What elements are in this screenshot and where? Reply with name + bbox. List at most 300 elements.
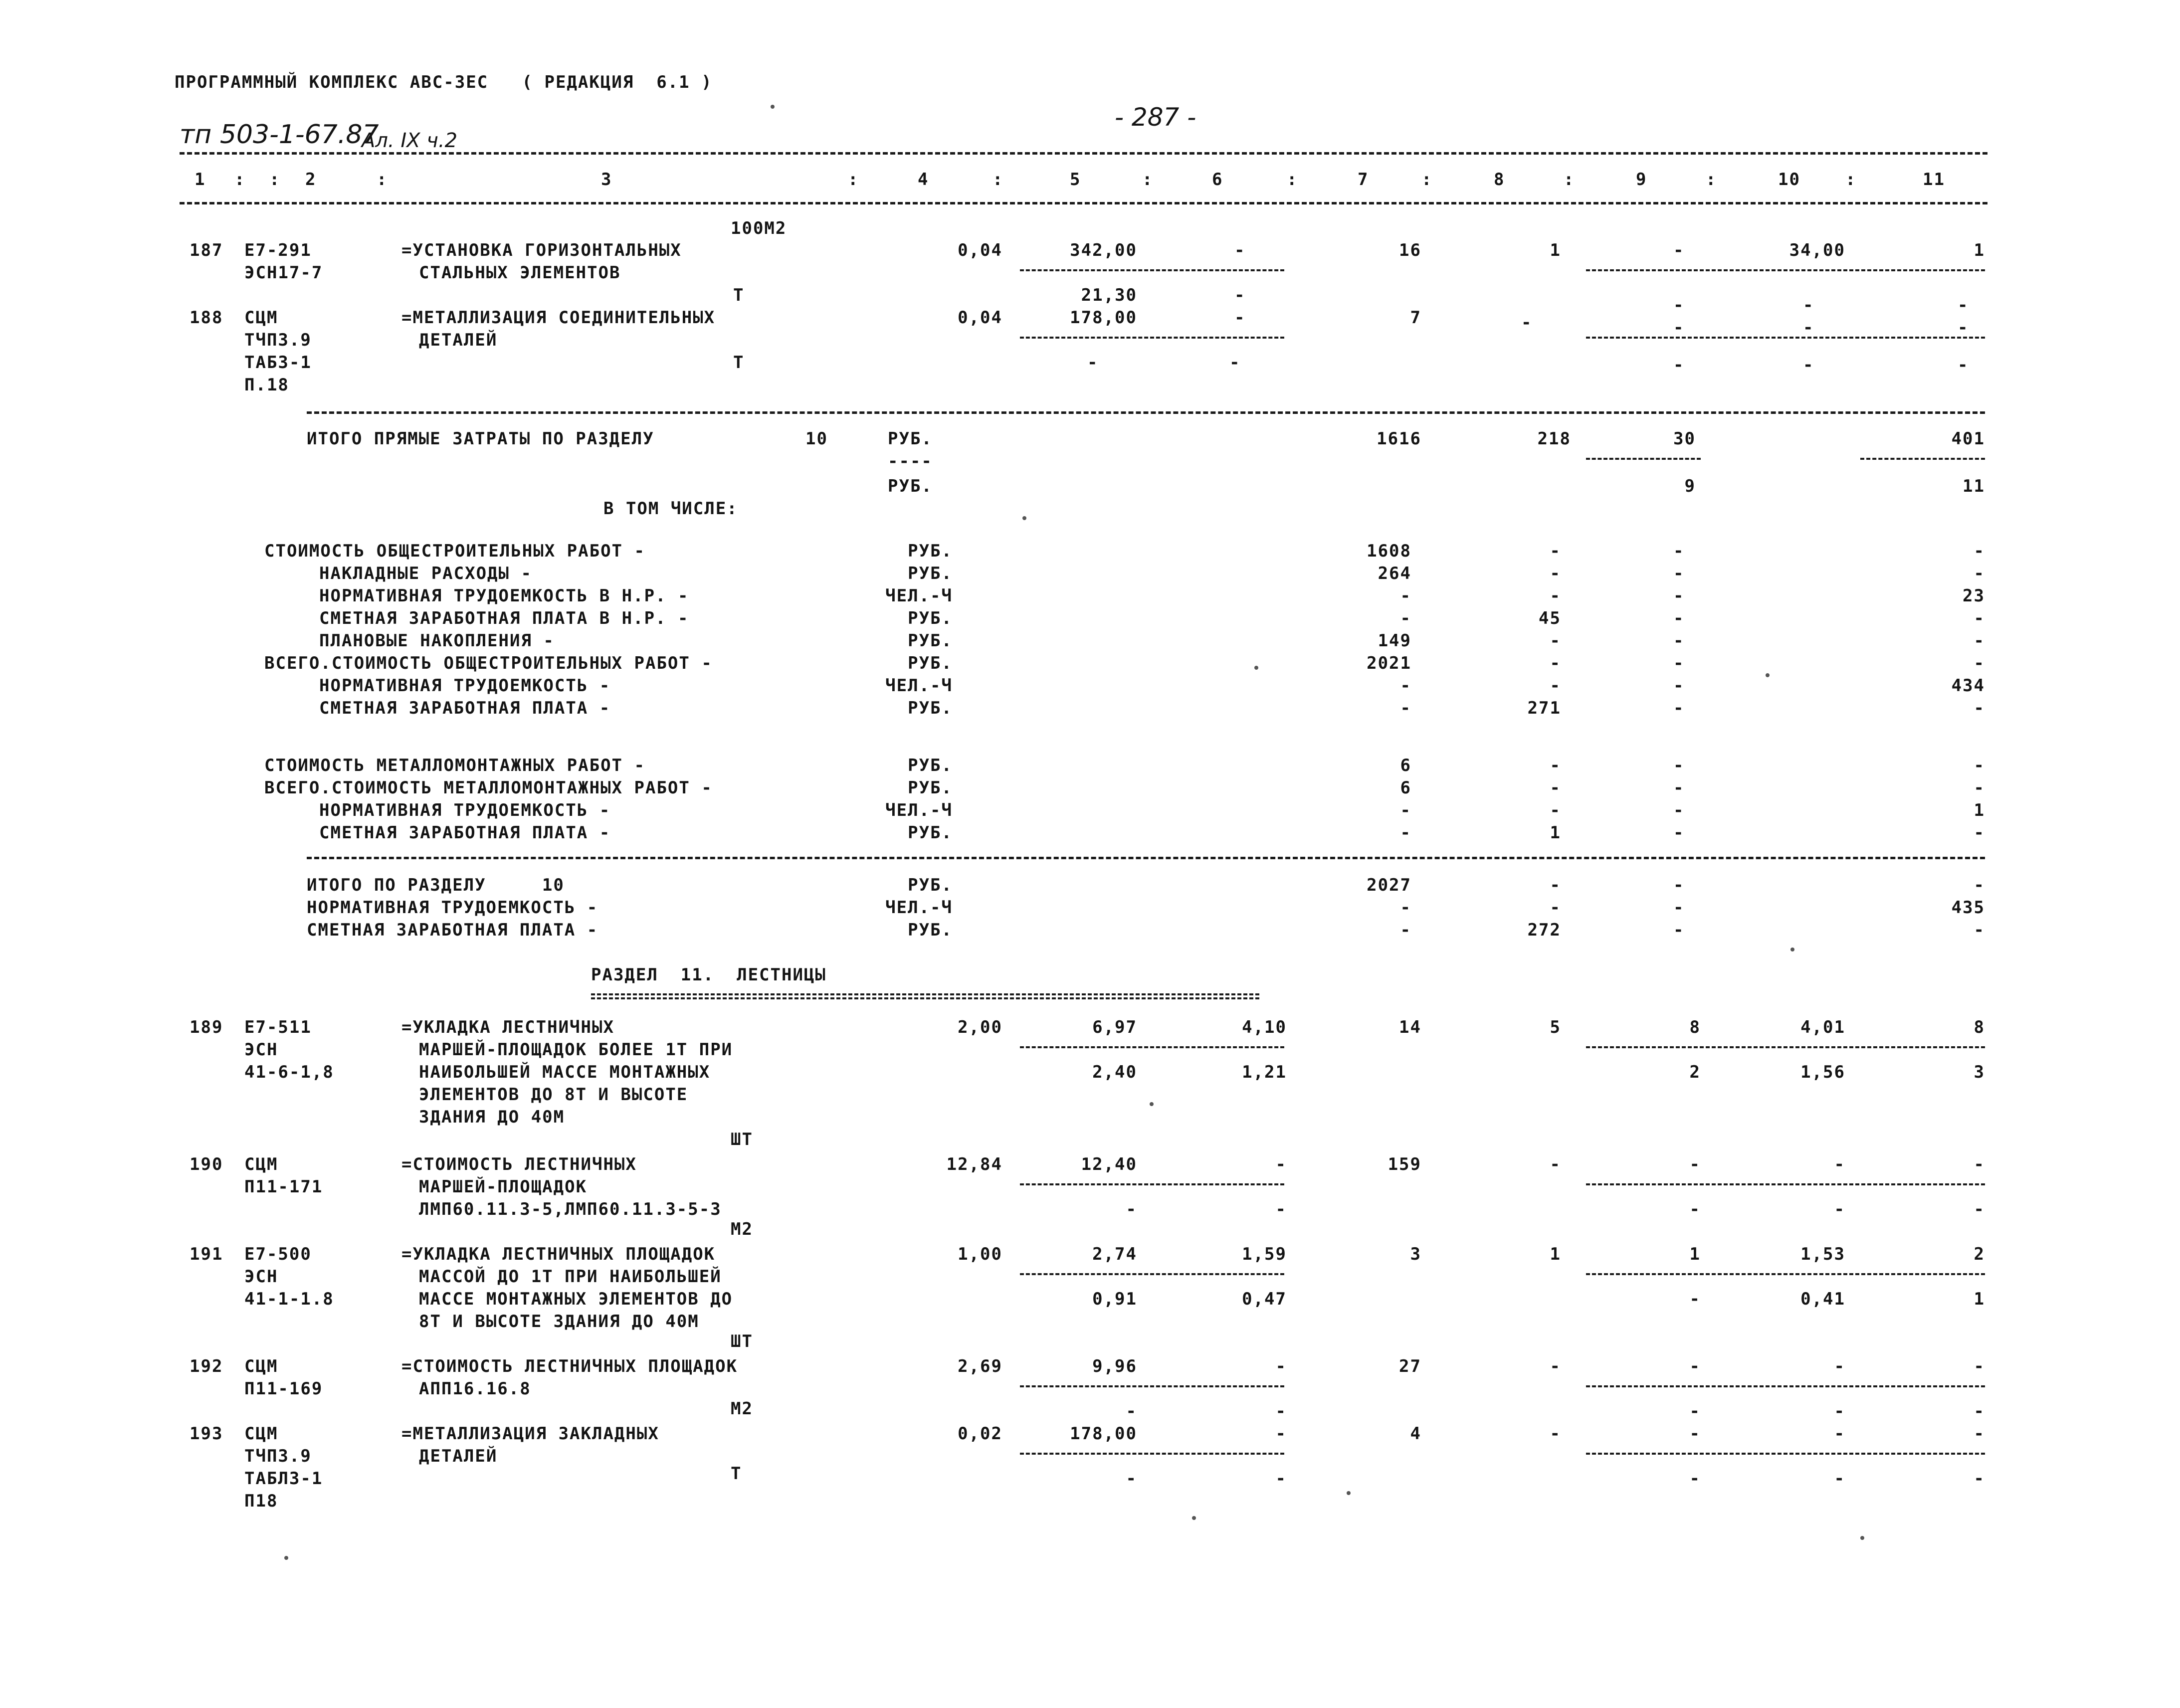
- unit-label: РУБ.: [908, 653, 953, 673]
- unit-label: 100М2: [731, 218, 787, 238]
- cell-col7: 14: [1399, 1017, 1421, 1037]
- cell-col7: 6: [1400, 756, 1411, 775]
- scan-speck: [1192, 1516, 1196, 1520]
- summary-label: НОРМАТИВНАЯ ТРУДОЕМКОСТЬ -: [307, 898, 598, 918]
- cell-col11: 1: [1974, 240, 1985, 260]
- work-description: =МЕТАЛЛИЗАЦИЯ ЗАКЛАДНЫХ: [401, 1424, 659, 1444]
- col-sep: :: [377, 170, 388, 190]
- col-header-2: 2: [305, 170, 317, 190]
- cell-col11: -: [1974, 608, 1985, 628]
- norm-code: ЭСН: [244, 1040, 278, 1060]
- cell-col5: 2,40: [1092, 1062, 1137, 1082]
- cell-col11: -: [1974, 541, 1985, 561]
- cell-col9: 8: [1689, 1017, 1701, 1037]
- cell-col6: -: [1275, 1199, 1287, 1219]
- scan-speck: [1860, 1536, 1864, 1540]
- work-description: =УКЛАДКА ЛЕСТНИЧНЫХ: [401, 1017, 614, 1037]
- norm-code: 41-6-1,8: [244, 1062, 334, 1082]
- unit-label: ----: [888, 451, 933, 471]
- norm-code: СЦМ: [244, 1356, 278, 1376]
- cell-col6: -: [1229, 353, 1241, 373]
- scan-speck: [1150, 1102, 1154, 1106]
- summary-label: ВСЕГО.СТОИМОСТЬ ОБЩЕСТРОИТЕЛЬНЫХ РАБОТ -: [264, 653, 713, 673]
- cell-col4: 0,04: [958, 308, 1002, 328]
- cell-col10: -: [1803, 295, 1814, 315]
- norm-code: П11-171: [244, 1177, 323, 1197]
- work-description: МАССЕ МОНТАЖНЫХ ЭЛЕМЕНТОВ ДО: [419, 1289, 733, 1309]
- norm-code: ЭСН17-7: [244, 263, 323, 283]
- subrule: [1586, 1385, 1985, 1387]
- cell-col6: -: [1234, 240, 1246, 260]
- cell-col8: 218: [1537, 429, 1571, 449]
- cell-col9: -: [1689, 1154, 1701, 1174]
- cell-col10: -: [1834, 1401, 1845, 1421]
- norm-code: П11-169: [244, 1379, 323, 1399]
- cell-col8: -: [1550, 898, 1561, 918]
- unit-label: РУБ.: [908, 608, 953, 628]
- cell-col11: -: [1974, 631, 1985, 651]
- norm-code: П.18: [244, 375, 289, 395]
- cell-col9: 1: [1689, 1244, 1701, 1264]
- col-header-1: 1: [195, 170, 206, 190]
- cell-col6: -: [1234, 308, 1246, 328]
- unit-label: РУБ.: [908, 631, 953, 651]
- summary-label: НОРМАТИВНАЯ ТРУДОЕМКОСТЬ В Н.Р. -: [319, 586, 689, 606]
- cell-col6: 1,59: [1242, 1244, 1287, 1264]
- row-number: 189: [190, 1017, 223, 1037]
- col-header-6: 6: [1212, 170, 1223, 190]
- norm-code: ЭСН: [244, 1267, 278, 1287]
- cell-col10: -: [1803, 318, 1814, 338]
- cell-col8: -: [1550, 564, 1561, 583]
- subrule: [1860, 458, 1985, 460]
- cell-col7: -: [1400, 920, 1411, 940]
- work-description: МАРШЕЙ-ПЛОЩАДОК: [419, 1177, 588, 1197]
- cell-col11: -: [1974, 1356, 1985, 1376]
- unit-label: М2: [731, 1399, 753, 1419]
- work-description: АПП16.16.8: [419, 1379, 531, 1399]
- cell-col7: -: [1400, 676, 1411, 696]
- cell-col7: 6: [1400, 778, 1411, 798]
- cell-col8: -: [1550, 1424, 1561, 1444]
- row-number: 187: [190, 240, 223, 260]
- cell-col7: 1616: [1377, 429, 1421, 449]
- col-sep: :: [1706, 170, 1717, 190]
- unit-label: ЧЕЛ.-Ч: [885, 898, 953, 918]
- cell-col9: -: [1673, 240, 1685, 260]
- col-sep: :: [992, 170, 1004, 190]
- row-number: 190: [190, 1154, 223, 1174]
- work-description: =УСТАНОВКА ГОРИЗОНТАЛЬНЫХ: [401, 240, 682, 260]
- section-title: РАЗДЕЛ 11. ЛЕСТНИЦЫ: [591, 965, 826, 985]
- cell-col10: 4,01: [1800, 1017, 1845, 1037]
- subheading: В ТОМ ЧИСЛЕ:: [603, 499, 738, 519]
- unit-label: РУБ.: [888, 476, 933, 496]
- cell-col5: -: [1126, 1199, 1137, 1219]
- col-header-11: 11: [1923, 170, 1945, 190]
- cell-col7: 2027: [1367, 875, 1411, 895]
- row-number: 191: [190, 1244, 223, 1264]
- cell-col11: 3: [1974, 1062, 1985, 1082]
- unit-label: РУБ.: [908, 920, 953, 940]
- cell-col4: 0,04: [958, 240, 1002, 260]
- cell-col6: -: [1275, 1424, 1287, 1444]
- norm-code: 41-1-1.8: [244, 1289, 334, 1309]
- cell-col6: 4,10: [1242, 1017, 1287, 1037]
- row-number: 188: [190, 308, 223, 328]
- cell-col6: 0,47: [1242, 1289, 1287, 1309]
- rule-section-end: [307, 857, 1985, 859]
- cell-col10: -: [1834, 1356, 1845, 1376]
- cell-col11: 401: [1951, 429, 1985, 449]
- cell-col11: 8: [1974, 1017, 1985, 1037]
- cell-col11: 434: [1951, 676, 1985, 696]
- cell-col5: 2,74: [1092, 1244, 1137, 1264]
- cell-col11: 435: [1951, 898, 1985, 918]
- summary-label: СМЕТНАЯ ЗАРАБОТНАЯ ПЛАТА В Н.Р. -: [319, 608, 689, 628]
- work-description: =УКЛАДКА ЛЕСТНИЧНЫХ ПЛОЩАДОК: [401, 1244, 716, 1264]
- cell-col10: 1,53: [1800, 1244, 1845, 1264]
- unit-label: РУБ.: [908, 756, 953, 775]
- unit-label: РУБ.: [908, 778, 953, 798]
- cell-col11: -: [1974, 698, 1985, 718]
- cell-col8: -: [1550, 756, 1561, 775]
- cell-col7: 3: [1410, 1244, 1421, 1264]
- cell-col7: -: [1400, 608, 1411, 628]
- cell-col7: 2021: [1367, 653, 1411, 673]
- cell-col6: -: [1275, 1356, 1287, 1376]
- cell-col10: -: [1834, 1154, 1845, 1174]
- cell-col6: -: [1234, 285, 1246, 305]
- cell-col11: -: [1974, 756, 1985, 775]
- cell-col8: -: [1550, 800, 1561, 820]
- cell-col9: -: [1673, 800, 1685, 820]
- work-description: НАИБОЛЬШЕЙ МАССЕ МОНТАЖНЫХ: [419, 1062, 711, 1082]
- cell-col11: -: [1974, 875, 1985, 895]
- rule-top: [180, 152, 1987, 155]
- cell-col11: 11: [1963, 476, 1985, 496]
- cell-col9: -: [1689, 1401, 1701, 1421]
- row-number: 192: [190, 1356, 223, 1376]
- document-code: тп 503-1-67.87: [180, 120, 379, 150]
- cell-col9: -: [1673, 875, 1685, 895]
- norm-code: СЦМ: [244, 1154, 278, 1174]
- work-description: ДЕТАЛЕЙ: [419, 330, 498, 350]
- cell-col8: -: [1550, 541, 1561, 561]
- norm-code: Е7-291: [244, 240, 312, 260]
- cell-col8: 272: [1527, 920, 1561, 940]
- subrule: [1020, 1385, 1284, 1387]
- col-sep: :: [1564, 170, 1575, 190]
- cell-col9: -: [1673, 631, 1685, 651]
- cell-col6: -: [1275, 1154, 1287, 1174]
- cell-col9: -: [1689, 1424, 1701, 1444]
- col-sep: :: [1421, 170, 1433, 190]
- cell-col10: -: [1834, 1424, 1845, 1444]
- cell-col9: -: [1689, 1199, 1701, 1219]
- program-header: ПРОГРАММНЫЙ КОМПЛЕКС АВС-ЗЕС ( РЕДАКЦИЯ 6.1 ): [175, 72, 713, 92]
- subrule: [1586, 1453, 1985, 1455]
- cell-col11: -: [1974, 920, 1985, 940]
- subrule: [1586, 269, 1985, 271]
- work-description: ЗДАНИЯ ДО 40М: [419, 1107, 565, 1127]
- summary-label: СМЕТНАЯ ЗАРАБОТНАЯ ПЛАТА -: [307, 920, 598, 940]
- norm-code: Е7-511: [244, 1017, 312, 1037]
- summary-label: СМЕТНАЯ ЗАРАБОТНАЯ ПЛАТА -: [319, 698, 611, 718]
- subrule: [1586, 458, 1701, 460]
- cell-col10: -: [1834, 1199, 1845, 1219]
- summary-label: СТОИМОСТЬ МЕТАЛЛОМОНТАЖНЫХ РАБОТ -: [264, 756, 645, 775]
- subrule: [1586, 1183, 1985, 1185]
- subrule: [1586, 1046, 1985, 1048]
- subrule: [1586, 337, 1985, 339]
- unit-label: ШТ: [731, 1331, 753, 1351]
- cell-col5: 342,00: [1070, 240, 1137, 260]
- unit-label: РУБ.: [888, 429, 933, 449]
- summary-label: НОРМАТИВНАЯ ТРУДОЕМКОСТЬ -: [319, 800, 611, 820]
- unit-label: ШТ: [731, 1130, 753, 1149]
- cell-col8: -: [1550, 778, 1561, 798]
- cell-col5: 9,96: [1092, 1356, 1137, 1376]
- cell-col10: 1,56: [1800, 1062, 1845, 1082]
- cell-col9: -: [1673, 564, 1685, 583]
- subrule: [1020, 337, 1284, 339]
- col-header-3: 3: [601, 170, 612, 190]
- subrule: [1020, 1273, 1284, 1275]
- cell-col9: -: [1689, 1289, 1701, 1309]
- cell-col5: -: [1087, 353, 1099, 373]
- cell-col9: -: [1689, 1356, 1701, 1376]
- cell-col6: -: [1275, 1469, 1287, 1489]
- cell-col9: -: [1673, 756, 1685, 775]
- unit-label: ЧЕЛ.-Ч: [885, 586, 953, 606]
- title-underline: [591, 993, 1259, 999]
- col-sep: :: [1142, 170, 1154, 190]
- cell-col10: -: [1803, 355, 1814, 375]
- cell-col11: -: [1974, 778, 1985, 798]
- unit-label: РУБ.: [908, 541, 953, 561]
- cell-col4: 2,69: [958, 1356, 1002, 1376]
- cell-col7: -: [1400, 823, 1411, 843]
- col-sep: :: [269, 170, 281, 190]
- col-header-10: 10: [1778, 170, 1800, 190]
- unit-label: Т: [731, 1464, 742, 1484]
- norm-code: СЦМ: [244, 308, 278, 328]
- summary-label: ВСЕГО.СТОИМОСТЬ МЕТАЛЛОМОНТАЖНЫХ РАБОТ -: [264, 778, 713, 798]
- cell-col8: -: [1550, 631, 1561, 651]
- work-description: =СТОИМОСТЬ ЛЕСТНИЧНЫХ ПЛОЩАДОК: [401, 1356, 738, 1376]
- cell-col11: -: [1974, 564, 1985, 583]
- unit-label: Т: [733, 353, 745, 373]
- cell-col5: -: [1126, 1401, 1137, 1421]
- norm-code: Е7-500: [244, 1244, 312, 1264]
- norm-code: ТАБЛ3-1: [244, 1469, 323, 1489]
- cell-col7: -: [1400, 898, 1411, 918]
- cell-col8: -: [1550, 875, 1561, 895]
- cell-col9: 30: [1673, 429, 1696, 449]
- work-description: МАССОЙ ДО 1Т ПРИ НАИБОЛЬШЕЙ: [419, 1267, 722, 1287]
- cell-col11: -: [1974, 823, 1985, 843]
- unit-label: М2: [731, 1219, 753, 1239]
- unit-label: ЧЕЛ.-Ч: [885, 676, 953, 696]
- page-number: - 287 -: [1115, 103, 1196, 132]
- cell-col8: -: [1521, 313, 1533, 333]
- work-description: =МЕТАЛЛИЗАЦИЯ СОЕДИНИТЕЛЬНЫХ: [401, 308, 716, 328]
- cell-col4: 1,00: [958, 1244, 1002, 1264]
- norm-code: ТАБ3-1: [244, 353, 312, 373]
- subrule: [1020, 1453, 1284, 1455]
- col-header-4: 4: [918, 170, 929, 190]
- album-part: Ал. IX ч.2: [362, 129, 458, 152]
- cell-col8: 1: [1550, 240, 1561, 260]
- cell-col8: 1: [1550, 823, 1561, 843]
- cell-col8: 1: [1550, 1244, 1561, 1264]
- cell-col9: -: [1673, 355, 1685, 375]
- cell-col9: -: [1673, 920, 1685, 940]
- col-sep: :: [1287, 170, 1298, 190]
- cell-col7: -: [1400, 586, 1411, 606]
- work-description: СТАЛЬНЫХ ЭЛЕМЕНТОВ: [419, 263, 621, 283]
- cell-col9: -: [1673, 653, 1685, 673]
- cell-col5: 6,97: [1092, 1017, 1137, 1037]
- norm-code: ТЧП3.9: [244, 330, 312, 350]
- cell-col9: -: [1673, 898, 1685, 918]
- summary-label: НОРМАТИВНАЯ ТРУДОЕМКОСТЬ -: [319, 676, 611, 696]
- cell-col9: -: [1673, 823, 1685, 843]
- cell-col7: 264: [1378, 564, 1411, 583]
- cell-col10: 0,41: [1800, 1289, 1845, 1309]
- cell-col5: 0,91: [1092, 1289, 1137, 1309]
- cell-col5: 12,40: [1081, 1154, 1137, 1174]
- unit-label: РУБ.: [908, 698, 953, 718]
- col-header-9: 9: [1636, 170, 1647, 190]
- cell-col11: -: [1974, 1401, 1985, 1421]
- cell-col8: -: [1550, 1154, 1561, 1174]
- cell-col11: -: [1974, 653, 1985, 673]
- scan-speck: [1022, 516, 1026, 520]
- cell-col9: -: [1673, 676, 1685, 696]
- unit-label: Т: [733, 285, 745, 305]
- summary-label: НАКЛАДНЫЕ РАСХОДЫ -: [319, 564, 532, 583]
- cell-col8: 271: [1527, 698, 1561, 718]
- col-sep: :: [1845, 170, 1857, 190]
- work-description: ЭЛЕМЕНТОВ ДО 8Т И ВЫСОТЕ: [419, 1085, 688, 1105]
- cell-col9: -: [1673, 608, 1685, 628]
- cell-col4: 12,84: [946, 1154, 1002, 1174]
- cell-col11: -: [1974, 1424, 1985, 1444]
- work-description: ЛМП60.11.3-5,ЛМП60.11.3-5-3: [419, 1199, 722, 1219]
- cell-col7: 149: [1378, 631, 1411, 651]
- cell-col7: 159: [1387, 1154, 1421, 1174]
- cell-col5: 178,00: [1070, 308, 1137, 328]
- cell-col9: -: [1673, 295, 1685, 315]
- summary-label: ПЛАНОВЫЕ НАКОПЛЕНИЯ -: [319, 631, 555, 651]
- col-header-7: 7: [1358, 170, 1369, 190]
- cell-col11: 1: [1974, 800, 1985, 820]
- cell-col11: -: [1958, 355, 1969, 375]
- col-header-5: 5: [1070, 170, 1081, 190]
- norm-code: П18: [244, 1491, 278, 1511]
- section-number: 10: [805, 429, 828, 449]
- cell-col9: -: [1673, 318, 1685, 338]
- subrule: [1020, 1183, 1284, 1185]
- rule-header: [180, 202, 1987, 204]
- subrule: [1586, 1273, 1985, 1275]
- cell-col10: -: [1834, 1469, 1845, 1489]
- work-description: ДЕТАЛЕЙ: [419, 1446, 498, 1466]
- cell-col4: 0,02: [958, 1424, 1002, 1444]
- subrule: [1020, 1046, 1284, 1048]
- cell-col9: -: [1673, 541, 1685, 561]
- cell-col9: 2: [1689, 1062, 1701, 1082]
- col-sep: :: [848, 170, 859, 190]
- cell-col9: -: [1673, 586, 1685, 606]
- scan-speck: [771, 105, 775, 109]
- unit-label: РУБ.: [908, 875, 953, 895]
- scan-speck: [1254, 666, 1258, 670]
- cell-col8: 5: [1550, 1017, 1561, 1037]
- cell-col8: -: [1550, 676, 1561, 696]
- cell-col11: -: [1974, 1469, 1985, 1489]
- work-description: =СТОИМОСТЬ ЛЕСТНИЧНЫХ: [401, 1154, 637, 1174]
- cell-col7: 27: [1399, 1356, 1421, 1376]
- subrule: [1020, 269, 1284, 271]
- cell-col8: -: [1550, 586, 1561, 606]
- scan-speck: [1347, 1491, 1351, 1495]
- unit-label: ЧЕЛ.-Ч: [885, 800, 953, 820]
- cell-col11: 2: [1974, 1244, 1985, 1264]
- row-number: 193: [190, 1424, 223, 1444]
- cell-col5: 178,00: [1070, 1424, 1137, 1444]
- cell-col11: -: [1974, 1199, 1985, 1219]
- cell-col8: 45: [1539, 608, 1561, 628]
- cell-col9: -: [1673, 778, 1685, 798]
- col-header-sep: :: [234, 170, 246, 190]
- scan-speck: [284, 1556, 288, 1560]
- cell-col7: 16: [1399, 240, 1421, 260]
- scan-speck: [1766, 673, 1770, 677]
- summary-label: СМЕТНАЯ ЗАРАБОТНАЯ ПЛАТА -: [319, 823, 611, 843]
- cell-col6: -: [1275, 1401, 1287, 1421]
- cell-col11: -: [1958, 295, 1969, 315]
- cell-col8: -: [1550, 653, 1561, 673]
- cell-col7: 4: [1410, 1424, 1421, 1444]
- summary-label: ИТОГО ПО РАЗДЕЛУ 10: [307, 875, 565, 895]
- cell-col5: -: [1126, 1469, 1137, 1489]
- work-description: МАРШЕЙ-ПЛОЩАДОК БОЛЕЕ 1Т ПРИ: [419, 1040, 733, 1060]
- summary-label: СТОИМОСТЬ ОБЩЕСТРОИТЕЛЬНЫХ РАБОТ -: [264, 541, 645, 561]
- col-header-8: 8: [1494, 170, 1505, 190]
- cell-col11: -: [1958, 318, 1969, 338]
- cell-col8: -: [1550, 1356, 1561, 1376]
- cell-col11: 1: [1974, 1289, 1985, 1309]
- cell-col9: 9: [1684, 476, 1696, 496]
- cell-col5: 21,30: [1081, 285, 1137, 305]
- norm-code: ТЧП3.9: [244, 1446, 312, 1466]
- cell-col7: 1608: [1367, 541, 1411, 561]
- scan-speck: [1790, 948, 1794, 951]
- unit-label: РУБ.: [908, 823, 953, 843]
- cell-col9: -: [1689, 1469, 1701, 1489]
- norm-code: СЦМ: [244, 1424, 278, 1444]
- cell-col7: -: [1400, 698, 1411, 718]
- unit-label: РУБ.: [908, 564, 953, 583]
- cell-col10: 34,00: [1789, 240, 1845, 260]
- cell-col7: -: [1400, 800, 1411, 820]
- cell-col9: -: [1673, 698, 1685, 718]
- work-description: 8Т И ВЫСОТЕ ЗДАНИЯ ДО 40М: [419, 1312, 699, 1331]
- cell-col4: 2,00: [958, 1017, 1002, 1037]
